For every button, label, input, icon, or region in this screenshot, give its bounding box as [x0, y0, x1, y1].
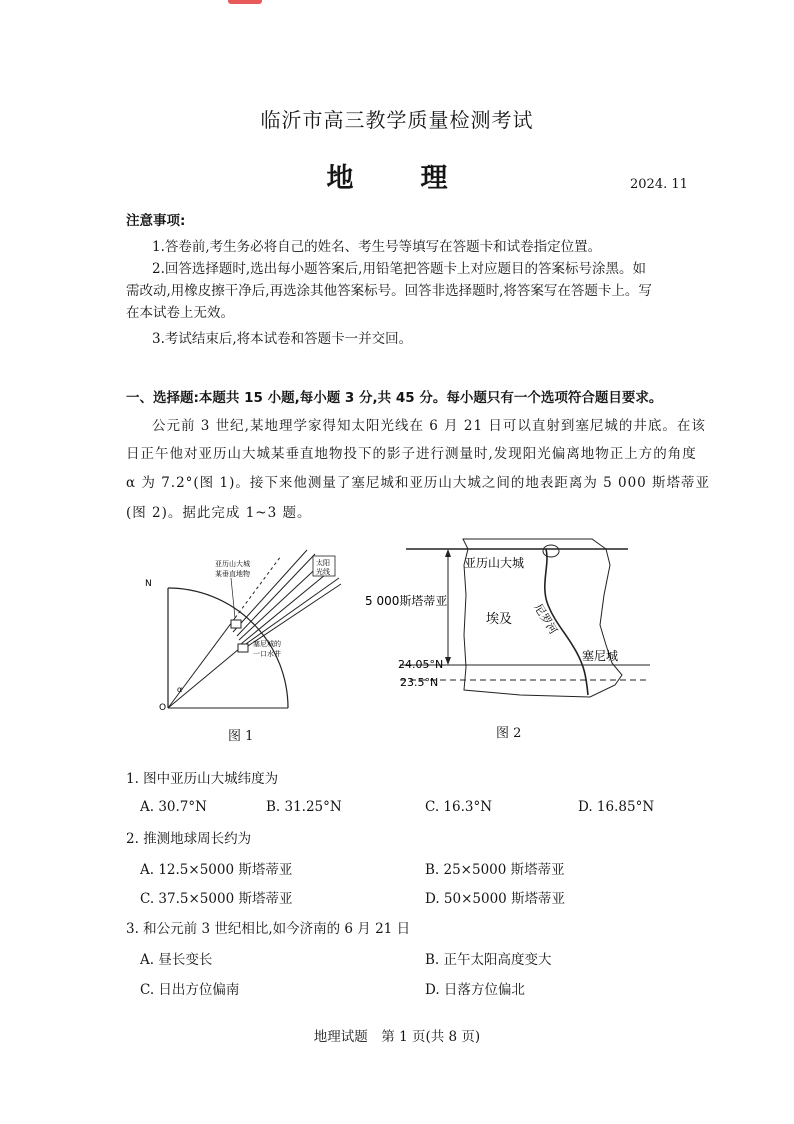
water-well-icon: [238, 644, 248, 652]
notice-item-2-line-2: 需改动,用橡皮擦干净后,再选涂其他答案标号。回答非选择题时,将答案写在答题卡上。写: [126, 283, 652, 299]
subject-title: 地 理: [326, 163, 468, 194]
radius-to-alexandria: [168, 618, 235, 708]
q1-option-a: A. 30.7°N: [140, 799, 207, 815]
radius-to-syene: [168, 644, 245, 708]
q2-option-d: D. 50×5000 斯塔蒂亚: [425, 891, 566, 907]
question-3-stem: 3. 和公元前 3 世纪相比,如今济南的 6 月 21 日: [126, 921, 411, 937]
notice-item-1: 1.答卷前,考生务必将自己的姓名、考生号等填写在答题卡和试卷指定位置。: [152, 239, 602, 255]
q2-option-b: B. 25×5000 斯塔蒂亚: [425, 862, 565, 878]
fig2-distance-label: 5 000斯塔蒂亚: [365, 594, 448, 608]
q1-option-b: B. 31.25°N: [266, 799, 342, 815]
q1-option-c: C. 16.3°N: [425, 799, 493, 815]
fig1-object-label-1: 亚历山大城: [215, 560, 250, 568]
fig2-lat2-label: 23.5°N: [400, 676, 439, 689]
fig2-syene-label: 塞尼城: [582, 649, 619, 663]
intro-line-1: 公元前 3 世纪,某地理学家得知太阳光线在 6 月 21 日可以直射到塞尼城的井底。在该: [152, 418, 706, 434]
notice-item-2-line-1: 2.回答选择题时,选出每小题答案后,用铅笔把答题卡上对应题目的答案标号涂黑。如: [152, 261, 646, 277]
figure-1-caption: 图 1: [228, 729, 254, 744]
question-2-stem: 2. 推测地球周长约为: [126, 831, 252, 847]
notice-heading: 注意事项:: [126, 213, 186, 229]
fig2-egypt-label: 埃及: [486, 612, 513, 627]
earth-arc: [168, 588, 288, 708]
intro-line-2: 日正午他对亚历山大城某垂直地物投下的影子进行测量时,发现阳光偏离地物正上方的角度: [126, 446, 697, 462]
section-1-heading: 一、选择题:本题共 15 小题,每小题 3 分,共 45 分。每小题只有一个选项符合题目要求。: [126, 390, 663, 406]
alexandria-marker: [543, 545, 559, 557]
q1-option-d: D. 16.85°N: [578, 799, 655, 815]
fig2-lat1-label: 24.05°N: [398, 658, 444, 671]
notice-item-3: 3.考试结束后,将本试卷和答题卡一并交回。: [152, 331, 413, 347]
page-footer: 地理试题 第 1 页(共 8 页): [313, 1029, 481, 1045]
intro-line-4: (图 2)。据此完成 1~3 题。: [126, 505, 312, 521]
figure-2-map: [360, 535, 660, 715]
vertical-object-icon: [231, 620, 241, 628]
fig1-object-label-2: 某垂直地物: [215, 570, 250, 578]
fig1-origin-label: O: [159, 703, 167, 713]
fig1-well-label-2: 一口水井: [253, 650, 281, 658]
fig1-sun-label-2: 光线: [316, 568, 330, 576]
fig2-nile-label: 尼罗河: [531, 601, 560, 637]
fig1-sun-label-1: 太阳: [316, 559, 330, 567]
fig2-alexandria-label: 亚历山大城: [464, 556, 525, 570]
exam-date: 2024. 11: [630, 177, 688, 192]
fig1-north-label: N: [145, 579, 152, 589]
q2-option-a: A. 12.5×5000 斯塔蒂亚: [140, 862, 293, 878]
question-1-stem: 1. 图中亚历山大城纬度为: [126, 771, 279, 787]
q3-option-c: C. 日出方位偏南: [140, 982, 240, 998]
notice-item-2-line-3: 在本试卷上无效。: [126, 305, 234, 321]
q3-option-d: D. 日落方位偏北: [425, 982, 525, 998]
q2-option-c: C. 37.5×5000 斯塔蒂亚: [140, 891, 293, 907]
intro-line-3: α 为 7.2°(图 1)。接下来他测量了塞尼城和亚历山大城之间的地表距离为 5 000 斯塔蒂亚: [126, 475, 711, 491]
q3-option-a: A. 昼长变长: [140, 952, 213, 968]
figure-2-caption: 图 2: [496, 726, 522, 741]
fig1-well-label-1: 塞尼城的: [253, 640, 281, 648]
q3-option-b: B. 正午太阳高度变大: [425, 952, 552, 968]
exam-title: 临沂市高三教学质量检测考试: [260, 108, 534, 132]
red-corner-mark: [228, 0, 262, 4]
fig1-alpha-label: α: [177, 685, 183, 694]
figure-1-diagram: [135, 540, 355, 720]
